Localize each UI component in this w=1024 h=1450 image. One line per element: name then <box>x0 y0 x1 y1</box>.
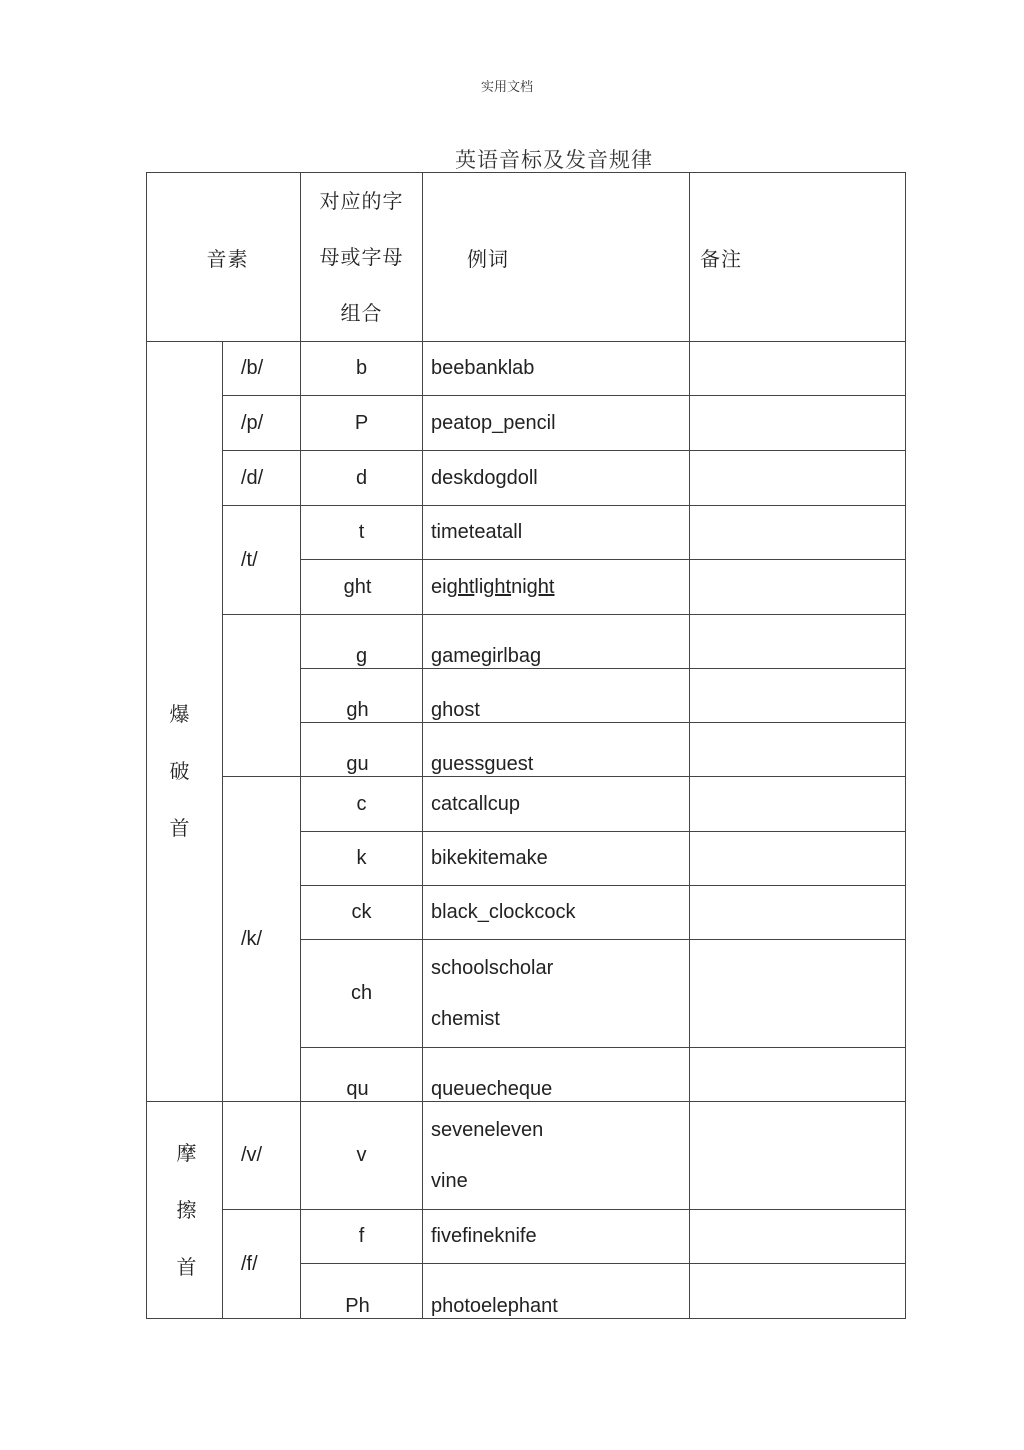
example-cell: photoelephant <box>423 1264 690 1319</box>
table-row <box>147 342 906 396</box>
note-cell <box>690 886 906 940</box>
example-cell: guessguest <box>423 723 690 777</box>
example-line: schoolscholar <box>431 956 554 979</box>
letters-cell: f <box>301 1210 423 1264</box>
example-text-underlined: ght <box>446 575 475 598</box>
note-cell <box>690 832 906 886</box>
phoneme-cell: /p/ <box>223 396 301 451</box>
letters-cell: d <box>301 451 423 506</box>
category-char: 擦 <box>176 1197 197 1222</box>
header-example: 例词 <box>423 173 690 342</box>
letters-cell: c <box>301 777 423 832</box>
header-note: 备注 <box>690 173 906 342</box>
example-line: seveneleven <box>431 1118 544 1141</box>
letters-cell: g <box>301 615 423 669</box>
example-text-underlined: ght <box>526 575 555 598</box>
table-header-row <box>147 173 906 342</box>
page-header-text: 实用文档 <box>480 80 533 95</box>
table-row <box>147 451 906 506</box>
letters-cell: ch <box>301 940 423 1048</box>
phoneme-cell: /v/ <box>223 1102 301 1210</box>
letters-cell: qu <box>301 1048 423 1102</box>
example-text-part: ni <box>511 575 527 598</box>
note-cell <box>690 615 906 669</box>
note-cell <box>690 1264 906 1319</box>
document-title: 英语音标及发音规律 <box>455 148 653 172</box>
note-cell <box>690 560 906 615</box>
category-char: 爆 <box>169 702 190 726</box>
example-cell: catcallcup <box>423 777 690 832</box>
letters-cell: Ph <box>301 1264 423 1319</box>
phoneme-cell: /f/ <box>223 1210 301 1319</box>
letters-cell: k <box>301 832 423 886</box>
header-phoneme: 音素 <box>147 173 301 342</box>
example-cell: gamegirlbag <box>423 615 690 669</box>
note-cell <box>690 451 906 506</box>
header-letters-line: 组合 <box>340 301 383 325</box>
example-cell: bikekitemake <box>423 832 690 886</box>
example-cell <box>423 940 690 1048</box>
note-cell <box>690 940 906 1048</box>
letters-cell: gu <box>301 723 423 777</box>
example-cell: queuecheque <box>423 1048 690 1102</box>
table-row <box>147 506 906 560</box>
letters-cell: P <box>301 396 423 451</box>
phoneme-cell-empty <box>223 615 301 777</box>
note-cell <box>690 342 906 396</box>
table-row <box>147 1102 906 1210</box>
example-cell <box>423 1102 690 1210</box>
letters-cell: gh <box>301 669 423 723</box>
example-cell: deskdogdoll <box>423 451 690 506</box>
note-cell <box>690 1048 906 1102</box>
note-cell <box>690 506 906 560</box>
category-plosive <box>147 342 223 1102</box>
example-cell: fivefineknife <box>423 1210 690 1264</box>
example-text-underlined: ght <box>483 575 512 598</box>
note-cell <box>690 396 906 451</box>
letters-cell: v <box>301 1102 423 1210</box>
example-cell: black_clockcock <box>423 886 690 940</box>
table-row <box>147 1210 906 1264</box>
example-cell: ghost <box>423 669 690 723</box>
phoneme-cell: /t/ <box>223 506 301 615</box>
header-letters-line: 母或字母 <box>319 245 404 269</box>
example-cell: timeteatall <box>423 506 690 560</box>
header-letters-line: 对应的字 <box>319 189 404 213</box>
example-line: chemist <box>431 1007 500 1030</box>
table-row <box>147 615 906 669</box>
category-char: 首 <box>176 1254 197 1279</box>
letters-cell: ght <box>301 560 423 615</box>
example-cell <box>423 560 690 615</box>
note-cell <box>690 777 906 832</box>
note-cell <box>690 669 906 723</box>
category-char: 摩 <box>176 1140 197 1165</box>
example-cell: peatop_pencil <box>423 396 690 451</box>
category-char: 破 <box>169 759 190 783</box>
table-row <box>147 396 906 451</box>
phoneme-cell: /d/ <box>223 451 301 506</box>
letters-cell: ck <box>301 886 423 940</box>
note-cell <box>690 723 906 777</box>
header-letters <box>301 173 423 342</box>
note-cell <box>690 1210 906 1264</box>
category-char: 首 <box>169 816 190 840</box>
example-cell: beebanklab <box>423 342 690 396</box>
phoneme-cell: /b/ <box>223 342 301 396</box>
example-text-part: li <box>474 575 484 598</box>
example-text-part: ei <box>431 575 447 598</box>
phonetics-table <box>146 172 906 1319</box>
letters-cell: t <box>301 506 423 560</box>
category-fricative <box>147 1102 223 1319</box>
example-line: vine <box>431 1169 468 1192</box>
phoneme-cell: /k/ <box>223 777 301 1102</box>
table-row <box>147 777 906 832</box>
letters-cell: b <box>301 342 423 396</box>
note-cell <box>690 1102 906 1210</box>
